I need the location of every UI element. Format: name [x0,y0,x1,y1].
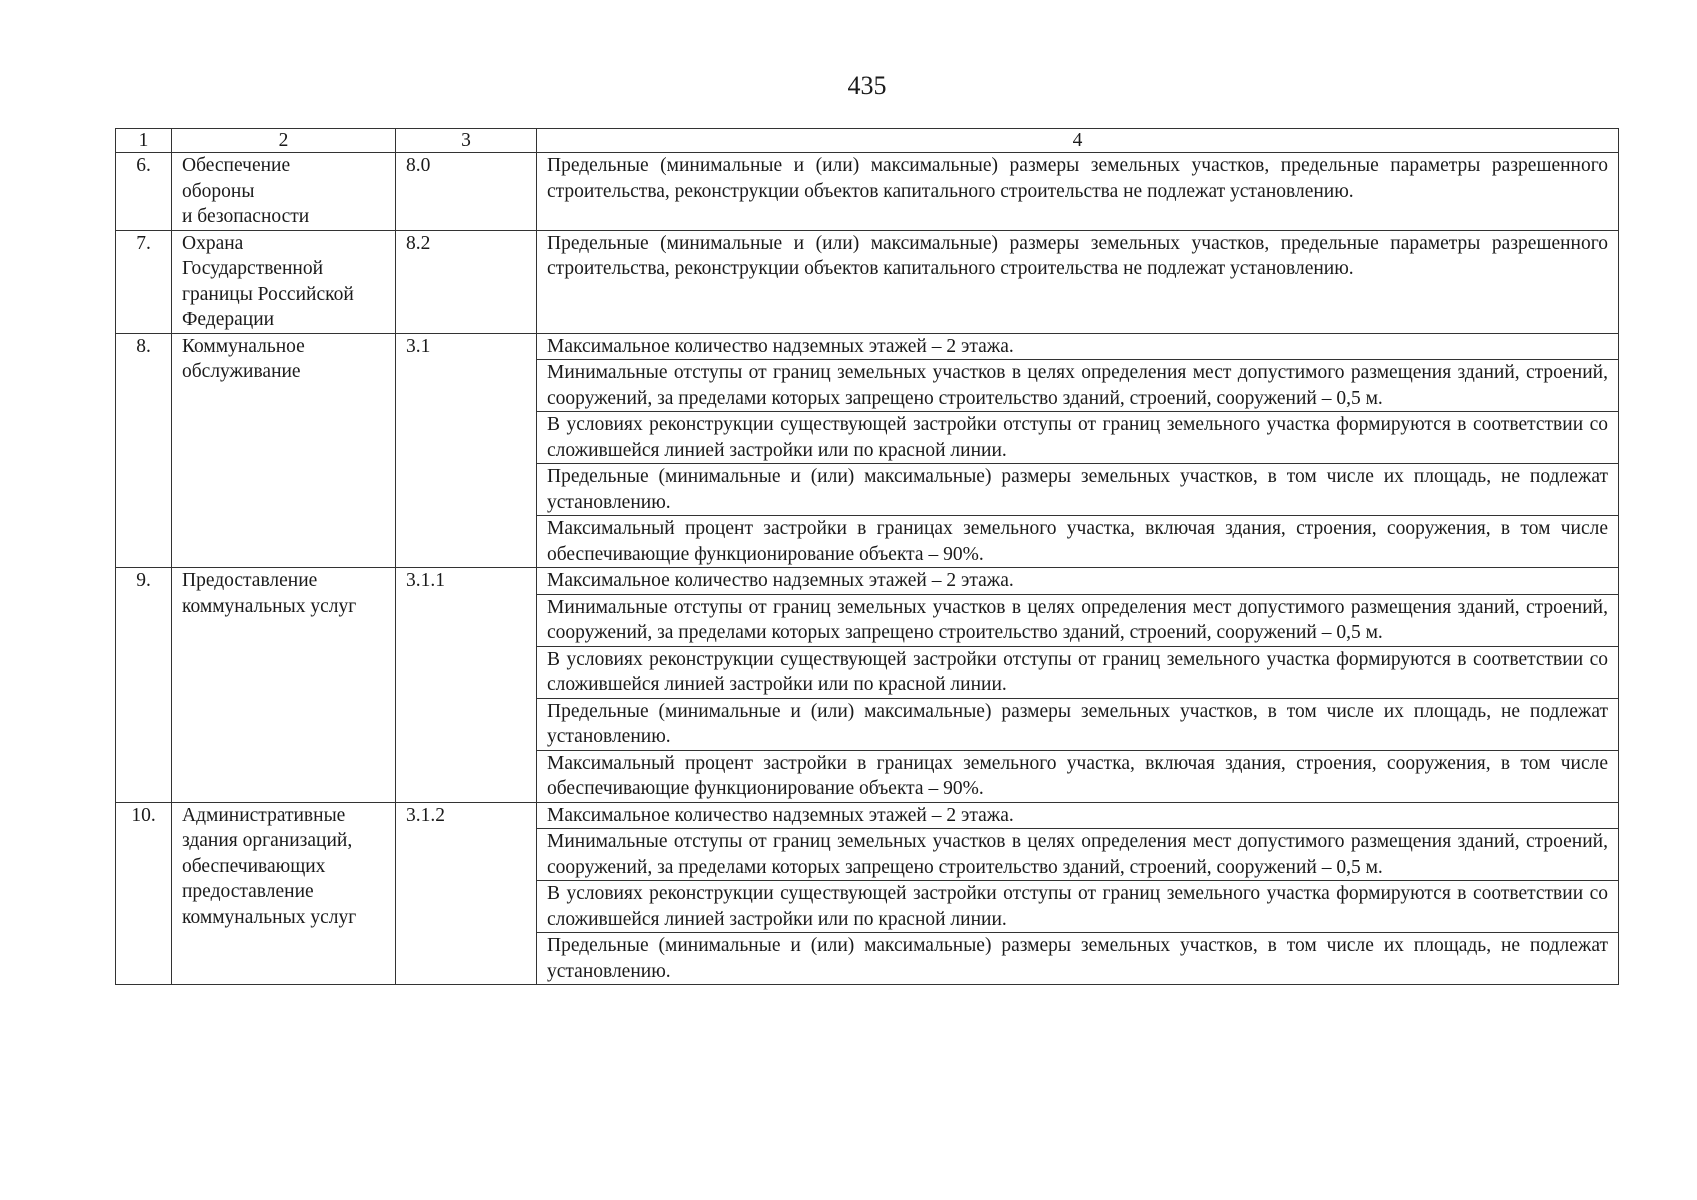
table-body [116,129,1619,985]
row-number: 7. [116,230,172,333]
parameter-text: Максимальный процент застройки в границах земельного участка, включая здания, строения, сооружения, в том числе обеспечивающие функционирование объекта – 90%. [537,750,1619,802]
parameter-text: Предельные (минимальные и (или) максимальные) размеры земельных участков, предельные параметры разрешенного строительства, реконструкции объектов капитального строительства не подлежат установлению. [537,153,1619,231]
land-use-code: 8.0 [396,153,537,231]
land-use-name [172,230,396,333]
land-use-code: 8.2 [396,230,537,333]
land-use-name [172,153,396,231]
parameter-text: Предельные (минимальные и (или) максимальные) размеры земельных участков, в том числе их площадь, не подлежат установлению. [537,698,1619,750]
land-use-name-line: Коммунальное [182,335,305,357]
land-use-name-line: здания организаций, [182,830,353,851]
land-use-name [172,568,396,803]
land-use-name [172,802,396,985]
land-use-name-line: границы Российской [182,283,354,305]
land-use-name-line: Административные [182,804,346,826]
land-use-name-line: обеспечивающих [182,855,326,877]
table-row [116,153,1619,231]
row-number: 6. [116,153,172,231]
land-use-name-line: предоставление [182,881,314,902]
column-number-2: 2 [172,129,396,153]
row-number: 9. [116,568,172,803]
land-use-name [172,333,396,568]
parameter-text: Минимальные отступы от границ земельных участков в целях определения мест допустимого размещения зданий, строений, сооружений, за пределами которых запрещено строительство зданий, строений, сооружений – 0,5 м. [537,360,1619,412]
parameter-text: Предельные (минимальные и (или) максимальные) размеры земельных участков, в том числе их площадь, не подлежат установлению. [537,933,1619,985]
table-row [116,568,1619,595]
land-use-name-line: Обеспечение [182,155,291,176]
parameter-text: Максимальное количество надземных этажей – 2 этажа. [537,802,1619,829]
land-use-name-line: коммунальных услуг [182,906,357,928]
column-number-4: 4 [537,129,1619,153]
parameter-text: Максимальное количество надземных этажей – 2 этажа. [537,568,1619,595]
page-number: 435 [847,71,887,100]
parameter-text: В условиях реконструкции существующей застройки отступы от границ земельного участка формируются в соответствии со сложившейся линией застройки или по красной линии. [537,412,1619,464]
regulations-table [115,128,1619,985]
parameter-text: Максимальное количество надземных этажей – 2 этажа. [537,333,1619,360]
land-use-name-line: обороны [182,180,255,202]
land-use-code: 3.1 [396,333,537,568]
column-number-3: 3 [396,129,537,153]
land-use-code: 3.1.2 [396,802,537,985]
land-use-name-line: обслуживание [182,361,301,382]
land-use-name-line: и безопасности [182,206,310,227]
land-use-name-line: Федерации [182,309,275,330]
row-number: 10. [116,802,172,985]
table-row [116,230,1619,333]
land-use-code: 3.1.1 [396,568,537,803]
parameter-text: В условиях реконструкции существующей застройки отступы от границ земельного участка формируются в соответствии со сложившейся линией застройки или по красной линии. [537,881,1619,933]
parameter-text: Минимальные отступы от границ земельных участков в целях определения мест допустимого размещения зданий, строений, сооружений, за пределами которых запрещено строительство зданий, строений, сооружений – 0,5 м. [537,594,1619,646]
table-row [116,333,1619,360]
land-use-name-line: Предоставление [182,570,318,591]
column-number-1: 1 [116,129,172,153]
land-use-name-line: коммунальных услуг [182,595,357,617]
parameter-text: Предельные (минимальные и (или) максимальные) размеры земельных участков, в том числе их площадь, не подлежат установлению. [537,464,1619,516]
land-use-name-line: Государственной [182,258,324,279]
parameter-text: В условиях реконструкции существующей застройки отступы от границ земельного участка формируются в соответствии со сложившейся линией застройки или по красной линии. [537,646,1619,698]
column-number-row [116,129,1619,153]
row-number: 8. [116,333,172,568]
land-use-name-line: Охрана [182,232,244,254]
parameter-text: Максимальный процент застройки в границах земельного участка, включая здания, строения, сооружения, в том числе обеспечивающие функционирование объекта – 90%. [537,516,1619,568]
parameter-text: Минимальные отступы от границ земельных участков в целях определения мест допустимого размещения зданий, строений, сооружений, за пределами которых запрещено строительство зданий, строений, сооружений – 0,5 м. [537,829,1619,881]
parameter-text: Предельные (минимальные и (или) максимальные) размеры земельных участков, предельные параметры разрешенного строительства, реконструкции объектов капитального строительства не подлежат установлению. [537,230,1619,333]
table-row [116,802,1619,829]
